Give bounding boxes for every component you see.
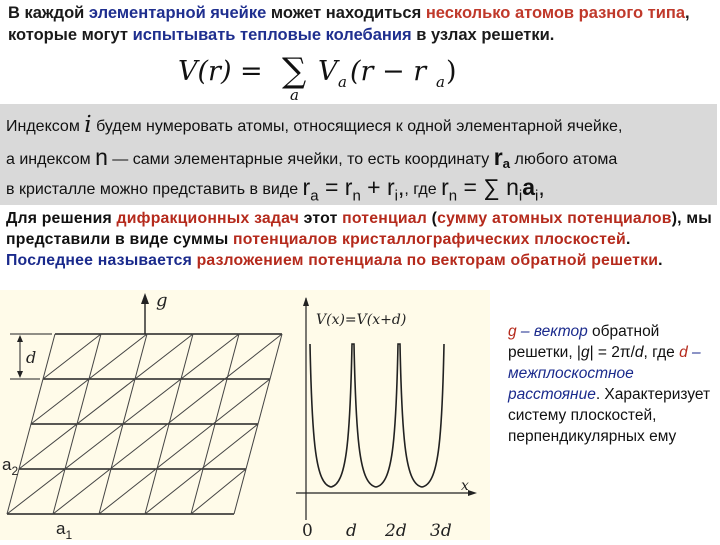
rv-text-4: , где <box>643 344 680 361</box>
diff-text-12: . <box>658 252 663 269</box>
g-vector-label: g <box>156 290 168 311</box>
rv-text-5: – межплоскостное расстояние <box>508 344 701 403</box>
d-symbol-1: d <box>634 344 644 361</box>
a1-label-main: a <box>56 519 66 538</box>
d-arrowhead-bottom <box>17 371 23 378</box>
diff-text-4: потенциал <box>342 210 428 227</box>
intro-paragraph <box>8 2 714 46</box>
reciprocal-vector-description <box>508 321 718 447</box>
potential-x-arrowhead <box>468 490 477 496</box>
index-explanation-box <box>0 104 717 205</box>
formula-rhs-args: (r − r <box>350 56 427 87</box>
potential-curve <box>310 344 444 487</box>
index-symbol-n: n <box>95 144 108 170</box>
sum-r-sub: n <box>448 187 458 205</box>
sum-a-sub: i <box>535 187 539 205</box>
potential-tick-3d: 3d <box>430 521 452 540</box>
index-symbol-i: i <box>84 112 92 138</box>
relation-r-i-main: + r <box>360 174 395 200</box>
g-symbol: g <box>508 323 517 340</box>
formula-rhs-args-sub: a <box>436 73 445 91</box>
sum-r-main: r <box>441 174 449 200</box>
diff-text-3: этот <box>299 210 343 227</box>
a2-label-sub: 2 <box>11 464 19 478</box>
diff-text-9: . <box>625 231 631 248</box>
rv-text-2: обратной решетки, | <box>508 323 660 361</box>
a1-label <box>56 519 72 540</box>
diff-text-5: ( <box>427 210 438 227</box>
index-line-1-text-a: Индексом <box>6 118 85 135</box>
formula-lhs: V(r) = <box>178 56 263 87</box>
formula-rhs-v-sub: a <box>338 73 347 91</box>
formula-sum-index: a <box>290 86 299 102</box>
g-vector-arrowhead <box>141 293 149 304</box>
lattice-line <box>99 379 270 514</box>
a2-label-main: a <box>2 455 12 474</box>
index-line-3-text-a: в кристалле можно представить в виде <box>6 181 303 198</box>
relation-comma: , <box>398 174 405 200</box>
potential-y-arrowhead <box>303 297 309 306</box>
a1-label-sub: 1 <box>65 528 73 540</box>
intro-text-5: , которые могут <box>8 4 690 44</box>
relation-r-a <box>302 174 405 205</box>
rv-text-1: – вектор <box>516 323 588 340</box>
diff-text-11: разложением потенциала по векторам обратной решетки <box>191 252 659 269</box>
potential-sum-formula <box>178 44 478 102</box>
lattice-line <box>191 469 246 514</box>
rv-text-7: Характеризует систему плоскостей, перпендикулярных ему <box>508 386 711 445</box>
diff-text-1: Для решения <box>6 210 117 227</box>
formula-rhs-v: V <box>318 56 338 87</box>
d-spacing-label: d <box>26 348 37 367</box>
g-symbol-2: g <box>580 344 590 361</box>
a2-label <box>2 455 18 478</box>
coordinate-r-sub: a <box>502 156 511 172</box>
sum-n-sub: i <box>518 187 523 205</box>
diffraction-paragraph <box>6 208 712 271</box>
index-line-1-text-b: будем нумеровать атомы, относящиеся к одной элементарной ячейке, <box>91 118 623 135</box>
formula-sum-sign: ∑ <box>282 51 307 91</box>
relation-r-a-sub: a <box>310 187 319 205</box>
diff-text-8: потенциалов кристаллографических плоскостей <box>233 231 626 248</box>
lattice-line <box>43 334 101 379</box>
coordinate-r: r <box>493 144 503 170</box>
potential-tick-2d: 2d <box>385 521 407 540</box>
sum-a-main: a <box>522 174 536 200</box>
sum-comma: , <box>538 174 545 200</box>
index-line-2-text-c: любого атома <box>510 151 618 168</box>
potential-x-label: x <box>461 478 469 494</box>
index-line-1 <box>6 112 622 138</box>
periodic-potential-plot <box>286 294 486 540</box>
intro-text-7: в узлах решетки. <box>411 26 555 44</box>
index-line-2-text-a: а индексом <box>6 151 96 168</box>
d-symbol-2: d <box>679 344 688 361</box>
rv-text-3: | = 2π/ <box>589 344 635 361</box>
intro-text-1: В каждой <box>8 4 89 22</box>
intro-text-2: элементарной ячейке <box>88 4 267 22</box>
relation-r-n-sub: n <box>352 187 361 205</box>
potential-tick-d: d <box>346 521 357 540</box>
relation-r-n-main: = r <box>318 174 353 200</box>
diff-text-2: дифракционных задач <box>116 210 300 227</box>
intro-text-3: может находиться <box>266 4 426 22</box>
relation-r-i-sub: i <box>394 187 398 205</box>
lattice-planes-diagram <box>0 290 290 540</box>
lattice-line <box>19 334 193 469</box>
intro-text-4: несколько атомов разного типа <box>425 4 686 22</box>
rv-text-6: . <box>595 386 601 403</box>
intro-text-6: испытывать тепловые колебания <box>132 26 412 44</box>
relation-r-a-main: r <box>302 174 311 200</box>
sum-n-main: = ∑ n <box>457 174 519 200</box>
potential-title: V(x)=V(x+d) <box>316 312 407 328</box>
index-line-3 <box>6 174 545 205</box>
diff-text-7: ), мы представили в виде суммы <box>6 210 712 248</box>
formula-rhs-close: ) <box>446 56 457 87</box>
index-line-2-text-b: — сами элементарные ячейки, то есть координату <box>107 151 494 168</box>
diff-text-6: сумму атомных потенциалов <box>437 210 672 227</box>
relation-r-n-sum <box>441 174 545 205</box>
index-line-2 <box>6 144 617 171</box>
diff-text-10: Последнее называется <box>6 252 192 269</box>
potential-tick-0: 0 <box>302 521 313 540</box>
d-arrowhead-top <box>17 335 23 342</box>
index-line-3-where: , где <box>404 181 442 198</box>
